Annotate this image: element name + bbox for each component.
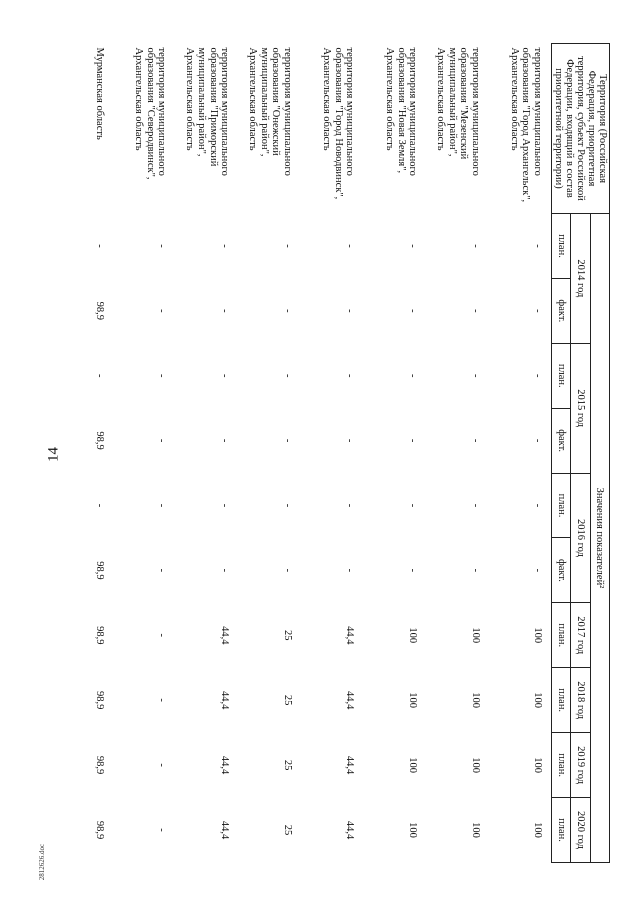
value-cell: - <box>469 309 481 313</box>
value-cell: - <box>407 503 419 508</box>
value-cell: - <box>93 244 105 248</box>
indicators-table <box>50 43 610 863</box>
value-cell: - <box>219 309 231 313</box>
rotated-table-container <box>66 43 610 863</box>
value-cell: - <box>531 309 543 313</box>
value-cell: - <box>156 763 168 767</box>
territory-name: территория муниципального образования "Северодвинск", Архангельская область <box>133 47 168 180</box>
value-cell: - <box>156 373 168 378</box>
value-cell: - <box>531 373 543 378</box>
plan-header: план. <box>551 343 570 408</box>
value-cell: - <box>344 568 356 573</box>
value-cell: - <box>531 503 543 508</box>
value-cell: 44,4 <box>344 690 356 710</box>
year-header: 2018 год <box>571 668 590 733</box>
fact-header: факт. <box>551 538 570 603</box>
plan-header: план. <box>551 668 570 733</box>
value-cell: 100 <box>469 692 481 709</box>
table-row <box>301 44 364 863</box>
value-cell: 100 <box>531 757 543 773</box>
value-cell: - <box>281 438 293 443</box>
year-header: 2017 год <box>571 603 590 668</box>
value-cell: - <box>344 503 356 508</box>
value-cell: 100 <box>407 822 419 838</box>
fact-header: факт. <box>551 278 570 343</box>
value-cell: 25 <box>281 759 293 771</box>
table-row <box>363 44 426 863</box>
plan-header: план. <box>551 603 570 668</box>
plan-header: план. <box>551 473 570 538</box>
value-cell: - <box>344 244 356 248</box>
value-cell: - <box>407 309 419 313</box>
value-cell: 100 <box>531 692 543 709</box>
value-cell: 25 <box>281 694 293 706</box>
value-cell: - <box>156 698 168 702</box>
value-cell: 100 <box>531 627 543 644</box>
value-cell: 98,9 <box>93 626 105 645</box>
table-row <box>113 44 176 863</box>
value-cell: - <box>156 828 168 832</box>
fact-header: факт. <box>551 408 570 473</box>
territory-name: территория муниципального образования "Новая Земля", Архангельская область <box>383 47 419 176</box>
value-cell: 44,4 <box>344 626 356 645</box>
territory-header: Территория (Российская Федерация, приоритетная территория, субъект Российской Федерации, входящий в состав приоритетной территории) <box>551 44 609 214</box>
value-cell: - <box>281 373 293 378</box>
plan-header: план. <box>551 733 570 798</box>
value-cell: 100 <box>469 757 481 773</box>
table-row <box>50 44 113 863</box>
value-cell: - <box>281 503 293 508</box>
value-cell: 44,4 <box>219 626 231 645</box>
value-cell: - <box>469 438 481 443</box>
territory-name: территория муниципального образования "Город Новодвинск", Архангельская область <box>321 47 356 200</box>
value-cell: - <box>219 568 231 573</box>
value-cell: 100 <box>469 627 481 644</box>
value-cell: - <box>281 568 293 573</box>
value-cell: 98,9 <box>93 820 105 840</box>
value-cell: - <box>156 503 168 508</box>
value-cell: - <box>93 503 105 508</box>
territory-name: территория муниципального образования "Онежский муниципальный район", Архангельская область <box>247 47 293 176</box>
value-cell: - <box>344 373 356 378</box>
value-cell: - <box>344 438 356 443</box>
value-cell: 44,4 <box>219 690 231 710</box>
value-cell: 100 <box>407 757 419 773</box>
value-cell: - <box>407 568 419 573</box>
value-cell: - <box>344 309 356 313</box>
value-cell: - <box>407 244 419 248</box>
value-cell: - <box>407 438 419 443</box>
territory-name: территория муниципального образования "Мезенский муниципальный район", Архангельская область <box>435 47 481 176</box>
value-cell: 98,9 <box>93 755 105 775</box>
value-cell: - <box>156 633 168 638</box>
value-cell: 44,4 <box>219 820 231 840</box>
value-cell: - <box>531 244 543 248</box>
value-cell: - <box>156 309 168 313</box>
value-cell: - <box>531 438 543 443</box>
value-cell: - <box>156 568 168 573</box>
territory-name: территория муниципального образования "Город Архангельск", Архангельская область <box>508 47 543 203</box>
territory-name: Мурманская область <box>93 47 105 140</box>
value-cell: - <box>219 503 231 508</box>
value-cell: - <box>281 309 293 313</box>
plan-header: план. <box>551 798 570 863</box>
footer-filename: 2812626.doc <box>38 843 46 881</box>
value-cell: 100 <box>469 822 481 838</box>
territory-name: территория муниципального образования "Приморский муниципальный район", Архангельская область <box>184 47 231 176</box>
value-cell: - <box>219 373 231 378</box>
value-cell: 100 <box>407 627 419 644</box>
value-cell: - <box>469 244 481 248</box>
value-cell: 98,9 <box>93 561 105 580</box>
value-cell: - <box>156 438 168 443</box>
year-header: 2015 год <box>571 343 590 473</box>
value-cell: - <box>156 244 168 248</box>
value-cell: - <box>469 503 481 508</box>
value-cell: - <box>281 244 293 248</box>
value-cell: - <box>469 373 481 378</box>
value-cell: 25 <box>281 824 293 836</box>
value-cell: 44,4 <box>344 820 356 840</box>
value-cell: 25 <box>281 630 293 641</box>
value-cell: - <box>531 568 543 573</box>
value-cell: 98,9 <box>93 690 105 710</box>
table-row <box>175 44 238 863</box>
plan-header: план. <box>551 214 570 279</box>
value-cell: - <box>219 438 231 443</box>
value-cell: - <box>219 244 231 248</box>
value-cell: - <box>93 373 105 378</box>
value-cell: 44,4 <box>219 755 231 775</box>
value-cell: 44,4 <box>344 755 356 775</box>
year-header: 2019 год <box>571 733 590 798</box>
year-header: 2014 год <box>571 214 590 344</box>
value-cell: 100 <box>531 822 543 838</box>
value-cell: 100 <box>407 692 419 709</box>
table-row <box>426 44 489 863</box>
value-cell: 98,9 <box>93 431 105 450</box>
table-row <box>489 44 552 863</box>
page-number: 14 <box>45 447 62 462</box>
values-group-header: Значения показателей² <box>590 214 609 863</box>
table-row <box>238 44 301 863</box>
value-cell: 98,9 <box>93 301 105 321</box>
value-cell: - <box>407 373 419 378</box>
year-header: 2020 год <box>571 798 590 863</box>
value-cell: - <box>469 568 481 573</box>
year-header: 2016 год <box>571 473 590 603</box>
